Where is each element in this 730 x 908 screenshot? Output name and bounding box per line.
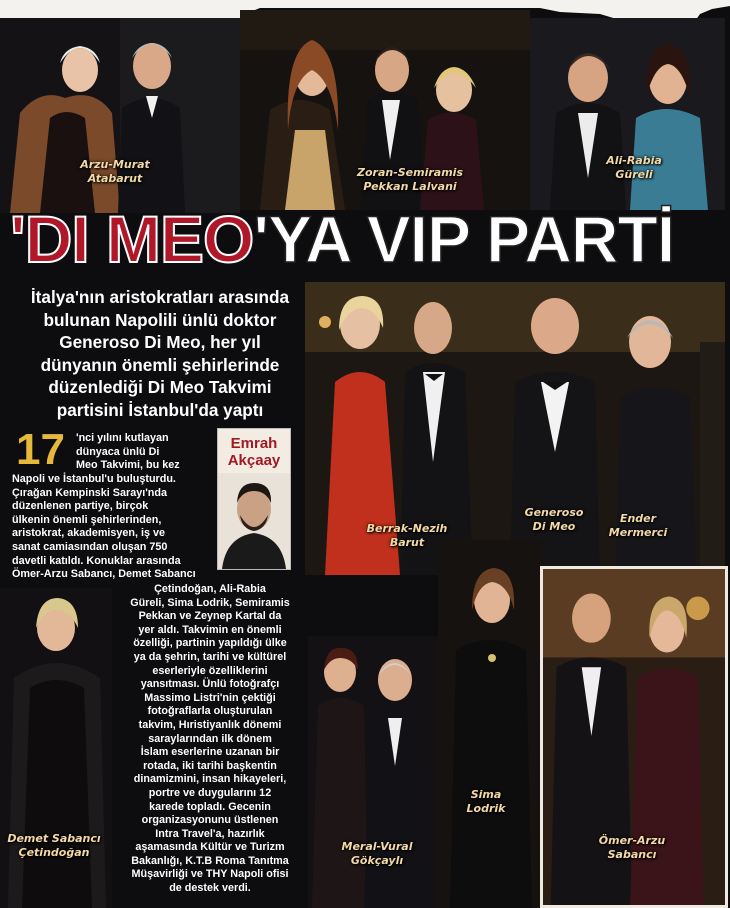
headline-white-part: 'YA VIP PARTİ bbox=[253, 202, 675, 276]
caption-line: Gökçaylı bbox=[350, 854, 404, 867]
article-line: Intra Travel'a, hazırlık bbox=[155, 827, 265, 840]
lead-paragraph bbox=[6, 286, 314, 421]
caption-line: Mermerci bbox=[608, 526, 668, 539]
article-line: dinamizmini, insan hikayeleri, bbox=[133, 773, 287, 786]
caption-line: Atabarut bbox=[87, 172, 143, 185]
caption-arzu-murat bbox=[60, 158, 170, 186]
article-line: Meo Takvimi, bu kez bbox=[76, 459, 180, 472]
article-line: eserleriyle özelliklerini bbox=[152, 664, 268, 677]
author-name bbox=[218, 435, 290, 469]
author-portrait bbox=[218, 473, 290, 569]
headline-red-part: 'DI MEO bbox=[10, 202, 254, 276]
caption-line: Generoso bbox=[524, 506, 584, 519]
caption-line: Zoran-Semiramis bbox=[356, 166, 464, 179]
article-line: Çetindoğan, Ali-Rabia bbox=[154, 583, 266, 595]
article-line: Bakanlığı, K.T.B Roma Tanıtma bbox=[131, 854, 289, 867]
article-right-block bbox=[112, 583, 308, 896]
article-line: Çırağan Kempinski Sarayı'nda bbox=[12, 486, 167, 499]
caption-line: Sima bbox=[470, 788, 502, 801]
caption-line: Pekkan Lalvani bbox=[363, 180, 457, 193]
caption-ender bbox=[598, 512, 678, 540]
caption-line: Ali-Rabia bbox=[606, 154, 662, 167]
caption-line: Çetindoğan bbox=[18, 846, 90, 859]
article-line: sanat camiasından oluşan 750 bbox=[12, 540, 168, 553]
photo-demet-sabanci bbox=[0, 588, 112, 908]
caption-line: Güreli bbox=[615, 168, 653, 181]
caption-sima bbox=[456, 788, 516, 816]
article-line: davetli katıldı. Konuklar arasında bbox=[12, 554, 181, 567]
lead-line: düzenlediği Di Meo Takvimi bbox=[48, 377, 272, 397]
caption-line: Barut bbox=[389, 536, 425, 549]
caption-line: Arzu-Murat bbox=[80, 158, 150, 171]
lead-line: partisini İstanbul'da yaptı bbox=[56, 399, 264, 420]
article-line: ülkenin önemli şehirlerinden, bbox=[12, 513, 162, 526]
caption-line: Sabancı bbox=[607, 848, 657, 861]
article-line: düzenlenen partiye, birçok bbox=[12, 500, 149, 513]
caption-demet-sabanci bbox=[4, 832, 104, 860]
article-line: Ömer-Arzu Sabancı, Demet Sabancı bbox=[12, 568, 196, 581]
article-line: Pekkan ve Zeynep Kartal da bbox=[138, 610, 282, 623]
caption-omer-arzu bbox=[582, 834, 682, 862]
lead-line: İtalya'nın aristokratları arasında bbox=[30, 287, 290, 307]
article-left-block bbox=[12, 473, 216, 582]
caption-line: Ömer-Arzu bbox=[598, 834, 666, 847]
article-line: dünyaca ünlü Di bbox=[76, 445, 160, 458]
caption-line: Demet Sabancı bbox=[7, 832, 101, 845]
author-last-name: Akçaay bbox=[227, 452, 281, 469]
photo-sima-lodrik bbox=[438, 540, 542, 908]
article-line: Napoli ve İstanbul'u buluşturdu. bbox=[12, 473, 176, 485]
article-line: ya da şehrin, tarihi ve kültürel bbox=[133, 650, 287, 663]
author-first-name: Emrah bbox=[230, 435, 278, 452]
article-line: Müşavirliği ve THY Napoli ofisi bbox=[131, 868, 289, 881]
caption-line: Di Meo bbox=[532, 520, 576, 533]
article-line: portre ve duygularını 12 bbox=[148, 786, 272, 799]
article-line: fotoğraflarla oluşturulan bbox=[147, 705, 273, 718]
caption-line: Lodrik bbox=[466, 802, 506, 815]
caption-meral-vural bbox=[322, 840, 432, 868]
article-line: 'nci yılını kutlayan bbox=[76, 432, 169, 444]
caption-line: Berrak-Nezih bbox=[366, 522, 448, 535]
article-line: karede topladı. Gecenin bbox=[149, 800, 271, 813]
article-line: İslam eserlerine uzanan bir bbox=[140, 746, 280, 759]
article-line: Massimo Listri'nin çektiği bbox=[144, 691, 276, 704]
article-line: de destek verdi. bbox=[169, 882, 251, 895]
caption-ali-rabia bbox=[584, 154, 684, 182]
article-intro bbox=[76, 432, 216, 473]
lead-line: Generoso Di Meo, her yıl bbox=[59, 332, 261, 352]
lead-line: bulunan Napolili ünlü doktor bbox=[43, 309, 277, 330]
caption-zoran-semiramis bbox=[340, 166, 480, 194]
caption-line: Meral-Vural bbox=[341, 840, 413, 853]
article-line: Güreli, Sima Lodrik, Semiramis bbox=[130, 596, 290, 609]
article-line: aşamasında Kültür ve Turizm bbox=[135, 841, 285, 854]
headline bbox=[10, 200, 725, 278]
article-line: saraylarından ilk dönem bbox=[148, 732, 272, 745]
article-line: özelliği, partinin yapıldığı ülke bbox=[133, 637, 287, 650]
caption-generoso bbox=[514, 506, 594, 534]
article-line: aristokrat, akademisyen, iş ve bbox=[12, 527, 166, 540]
lead-line: dünyanın önemli şehirlerinde bbox=[40, 354, 280, 375]
article-line: yansıtması. Ünlü fotoğrafçı bbox=[140, 678, 280, 691]
article-line: takvim, Hıristiyanlık dönemi bbox=[138, 718, 282, 731]
author-box bbox=[217, 428, 291, 570]
article-line: rotada, iki tarihi başkentin bbox=[143, 759, 277, 772]
dropcap: 17 bbox=[16, 425, 65, 474]
article-line: organizasyonunu üstlenen bbox=[141, 814, 279, 827]
article-line: yer aldı. Takvimin en önemli bbox=[138, 623, 282, 636]
caption-line: Ender bbox=[619, 512, 657, 525]
